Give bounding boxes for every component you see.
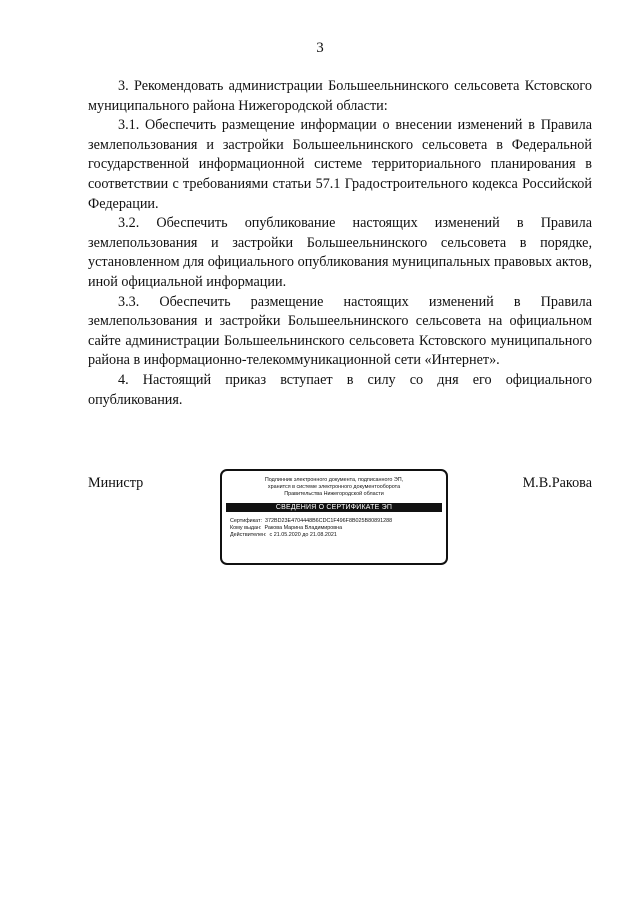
signer-name: М.В.Ракова [522,475,592,491]
signature-block [88,469,592,569]
valid-value: с 21.05.2020 до 21.08.2021 [269,532,337,538]
valid-label: Действителен: [230,532,267,538]
paragraph-3-1: 3.1. Обеспечить размещение информации о внесении изменений в Правила землепользования и застройки Большеельнинского сельсовета в Федеральной государственной информационной системе территориального планирования в соответствии с требованиями статьи 57.1 Градостроительного кодекса Российской Федерации. [88,117,592,212]
paragraph-3: 3. Рекомендовать администрации Большеельнинского сельсовета Кстовского муниципального района Нижегородской области: [88,78,592,114]
page-number: 3 [316,40,324,56]
paragraph-4: 4. Настоящий приказ вступает в силу со дня его официального опубликования. [88,371,592,408]
paragraph-3-3: 3.3. Обеспечить размещение настоящих изменений в Правила землепользования и застройки Большеельнинского сельсовета на официальном сайте администрации Большеельнинского сельсовета Кстовского муниципального района в информационно-телекоммуникационной сети «Интернет». [88,293,592,369]
issued-to-label: Кому выдан: [230,525,262,531]
stamp-header [222,471,446,498]
stamp-header-line: хранится в системе электронного документооборота [267,484,401,490]
issued-to-row [230,525,440,532]
document-body [88,77,592,410]
stamp-header-line: Правительства Нижегородской области [284,491,384,497]
signer-position: Министр [88,475,144,491]
certificate-value: 372BD23E4704448B6CDC1F496F8B025B80891288 [265,518,393,524]
certificate-row [230,518,440,525]
electronic-signature-stamp [220,469,448,565]
paragraph-3-2: 3.2. Обеспечить опубликование настоящих изменений в Правила землепользования и застройки Большеельнинского сельсовета в порядке, установленном для официального опубликования муниципальных правовых актов, иной официальной информации. [88,215,592,290]
certificate-label: Сертификат: [230,518,263,524]
stamp-header-line: Подлинник электронного документа, подписанного ЭП, [264,477,404,483]
stamp-details [222,512,446,539]
stamp-title-bar: СВЕДЕНИЯ О СЕРТИФИКАТЕ ЭП [226,503,442,512]
issued-to-value: Ракова Марина Владимировна [264,525,343,531]
valid-row [230,532,440,539]
